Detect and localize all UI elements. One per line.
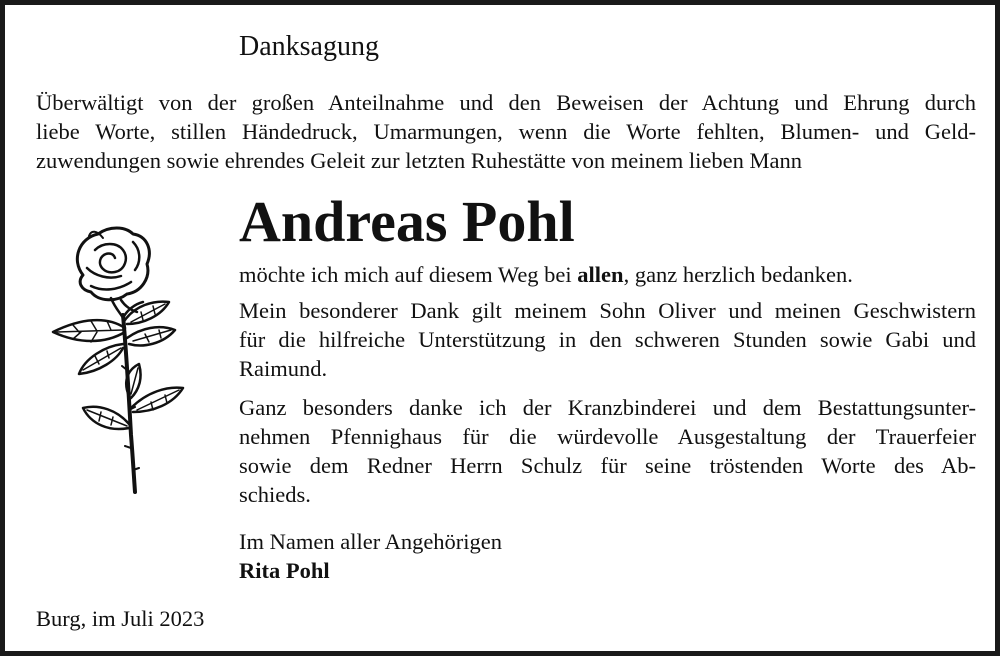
- paragraph-line: schieds.: [239, 482, 311, 507]
- thanks-paragraph: [239, 260, 976, 289]
- paragraph-line: Raimund.: [239, 356, 328, 381]
- paragraph-line: Mein besonderer Dank gilt meinem Sohn Oliver und meinen Geschwistern: [239, 298, 976, 323]
- place-date: Burg, im Juli 2023: [36, 606, 205, 631]
- signature-line: Im Namen aller Angehörigen: [239, 529, 503, 554]
- services-thanks-paragraph: [239, 393, 976, 509]
- intro-line: Überwältigt von der großen Anteilnahme und den Beweisen der Achtung und Ehrung durch: [36, 90, 976, 115]
- family-thanks-paragraph: [239, 296, 976, 383]
- paragraph-line: nehmen Pfennighaus für die würdevolle Ausgestaltung der Trauerfeier: [239, 424, 976, 449]
- notice-title: Danksagung: [239, 31, 379, 62]
- intro-line: liebe Worte, stillen Händedruck, Umarmungen, wenn die Worte fehlten, Blumen- und Geld-: [36, 119, 976, 144]
- notice-body: [239, 260, 976, 519]
- paragraph-line: für die hilfreiche Unterstützung in den schweren Stunden sowie Gabi und: [239, 327, 976, 352]
- intro-line: zuwendungen sowie ehrendes Geleit zur letzten Ruhestätte von meinem lieben Mann: [36, 148, 802, 173]
- signature-name: Rita Pohl: [239, 558, 330, 583]
- rose-icon: [43, 220, 193, 500]
- deceased-name: Andreas Pohl: [239, 189, 575, 254]
- signature-block: [239, 527, 502, 585]
- thanks-text-end: , ganz herzlich bedanken.: [623, 262, 853, 287]
- thanks-text: möchte ich mich auf diesem Weg bei: [239, 262, 578, 287]
- paragraph-line: sowie dem Redner Herrn Schulz für seine tröstenden Worte des Ab-: [239, 453, 976, 478]
- paragraph-line: Ganz besonders danke ich der Kranzbinderei und dem Bestattungsunter-: [239, 395, 976, 420]
- intro-text: [36, 88, 976, 175]
- thanks-emphasis: allen: [577, 262, 624, 287]
